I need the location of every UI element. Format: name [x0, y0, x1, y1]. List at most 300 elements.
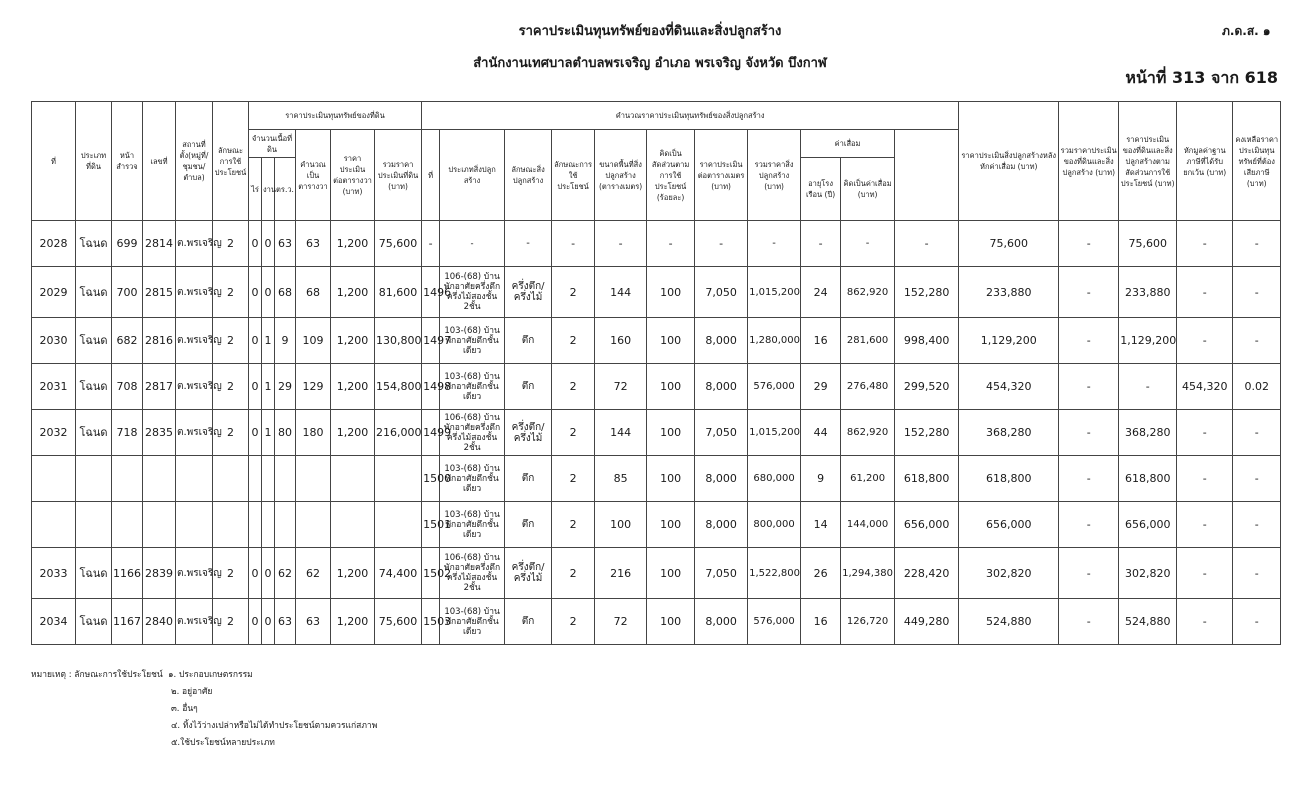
- table-cell: 109: [296, 318, 331, 364]
- table-cell: -: [1177, 456, 1233, 502]
- table-cell: 2: [552, 267, 595, 318]
- table-cell: 216,000: [375, 410, 422, 456]
- table-cell: ตึก: [505, 599, 552, 645]
- table-cell: 0: [262, 267, 275, 318]
- table-cell: 68: [275, 267, 296, 318]
- table-cell: -: [1059, 364, 1119, 410]
- table-cell: 228,420: [895, 548, 959, 599]
- table-cell: 0: [249, 410, 262, 456]
- table-cell: 8,000: [695, 364, 748, 410]
- table-cell: 106-(68) บ้านพักอาศัยครึ่งตึกครึ่งไม้สองชั้น 2ชั้น: [440, 267, 505, 318]
- table-cell: [275, 502, 296, 548]
- table-cell: 2815: [143, 267, 176, 318]
- table-cell: 2033: [32, 548, 76, 599]
- table-cell: -: [1177, 548, 1233, 599]
- table-cell: [76, 456, 112, 502]
- table-cell: 454,320: [1177, 364, 1233, 410]
- table-cell: 152,280: [895, 410, 959, 456]
- table-cell: 524,880: [1119, 599, 1177, 645]
- table-cell: 14: [801, 502, 841, 548]
- table-cell: ต.พรเจริญ: [176, 318, 213, 364]
- table-cell: ครึ่งตึก/ครึ่งไม้: [505, 410, 552, 456]
- col-land-value: รวมราคาประเมินที่ดิน (บาท): [375, 130, 422, 221]
- col-exempt: หักมูลค่าฐานภาษีที่ได้รับยกเว้น (บาท): [1177, 102, 1233, 221]
- table-cell: [76, 502, 112, 548]
- table-cell: 75,600: [375, 221, 422, 267]
- table-cell: 9: [801, 456, 841, 502]
- table-cell: 0: [249, 548, 262, 599]
- col-taxable: คงเหลือราคาประเมินทุนทรัพย์ที่ต้องเสียภาษี (บาท): [1233, 102, 1281, 221]
- table-cell: 1,200: [331, 364, 375, 410]
- table-cell: ต.พรเจริญ: [176, 548, 213, 599]
- table-cell: 0: [249, 364, 262, 410]
- table-cell: 656,000: [895, 502, 959, 548]
- table-cell: 7,050: [695, 548, 748, 599]
- table-cell: -: [695, 221, 748, 267]
- table-cell: 75,600: [375, 599, 422, 645]
- table-cell: -: [801, 221, 841, 267]
- table-cell: [32, 502, 76, 548]
- table-cell: [112, 456, 143, 502]
- table-cell: 998,400: [895, 318, 959, 364]
- table-cell: ครึ่งตึก/ครึ่งไม้: [505, 267, 552, 318]
- table-cell: 1,200: [331, 267, 375, 318]
- table-cell: -: [1059, 318, 1119, 364]
- table-cell: [331, 502, 375, 548]
- table-cell: -: [1059, 548, 1119, 599]
- table-cell: 72: [595, 364, 647, 410]
- note-item: ๑. ประกอบเกษตรกรรม: [168, 670, 253, 680]
- table-cell: 1501: [422, 502, 440, 548]
- table-cell: 7,050: [695, 410, 748, 456]
- table-cell: ต.พรเจริญ: [176, 410, 213, 456]
- table-cell: 100: [647, 456, 695, 502]
- table-cell: 233,880: [1119, 267, 1177, 318]
- table-cell: 368,280: [1119, 410, 1177, 456]
- col-b-value: รวมราคาสิ่งปลูกสร้าง (บาท): [748, 130, 801, 221]
- table-cell: โฉนด: [76, 599, 112, 645]
- table-cell: [262, 502, 275, 548]
- table-cell: 100: [647, 318, 695, 364]
- col-group-depreciation: ค่าเสื่อม: [801, 130, 895, 158]
- table-cell: 281,600: [841, 318, 895, 364]
- table-cell: 618,800: [959, 456, 1059, 502]
- table-cell: 576,000: [748, 599, 801, 645]
- table-cell: -: [1059, 410, 1119, 456]
- table-cell: 0: [249, 267, 262, 318]
- table-cell: 100: [647, 548, 695, 599]
- assessment-table: [31, 101, 1281, 645]
- table-cell: 180: [296, 410, 331, 456]
- table-cell: 2: [213, 410, 249, 456]
- table-row: [32, 599, 1281, 645]
- table-cell: 1: [262, 318, 275, 364]
- table-cell: 63: [296, 221, 331, 267]
- col-b-pct: คิดเป็นสัดส่วนตามการใช้ประโยชน์ (ร้อยละ): [647, 130, 695, 221]
- table-cell: 682: [112, 318, 143, 364]
- table-cell: 1166: [112, 548, 143, 599]
- table-cell: 1,280,000: [748, 318, 801, 364]
- table-cell: -: [1177, 599, 1233, 645]
- table-cell: 2: [552, 502, 595, 548]
- table-cell: 103-(68) บ้านพักอาศัยตึกชั้นเดียว: [440, 364, 505, 410]
- table-cell: 2817: [143, 364, 176, 410]
- col-dep-age: อายุโรงเรือน (ปี): [801, 158, 841, 221]
- table-cell: [112, 502, 143, 548]
- table-cell: 862,920: [841, 267, 895, 318]
- table-cell: โฉนด: [76, 410, 112, 456]
- table-cell: 1,129,200: [1119, 318, 1177, 364]
- table-cell: 62: [275, 548, 296, 599]
- table-cell: -: [1059, 599, 1119, 645]
- table-cell: -: [1177, 502, 1233, 548]
- table-row: [32, 221, 1281, 267]
- table-cell: -: [1233, 221, 1281, 267]
- table-cell: 80: [275, 410, 296, 456]
- table-cell: โฉนด: [76, 364, 112, 410]
- col-b-price-sqm: ราคาประเมินต่อตารางเมตร (บาท): [695, 130, 748, 221]
- table-cell: 126,720: [841, 599, 895, 645]
- table-cell: 100: [647, 410, 695, 456]
- table-cell: 576,000: [748, 364, 801, 410]
- col-land-type: ประเภทที่ดิน: [76, 102, 112, 221]
- table-cell: -: [1059, 456, 1119, 502]
- table-cell: 800,000: [748, 502, 801, 548]
- col-usage: ลักษณะการใช้ประโยชน์: [213, 102, 249, 221]
- table-cell: 100: [647, 599, 695, 645]
- col-b-net: ราคาประเมินสิ่งปลูกสร้างหลังหักค่าเสื่อม (บาท): [959, 102, 1059, 221]
- table-cell: 0: [249, 599, 262, 645]
- table-cell: 299,520: [895, 364, 959, 410]
- table-cell: 656,000: [959, 502, 1059, 548]
- table-cell: [249, 502, 262, 548]
- table-cell: [213, 502, 249, 548]
- table-cell: [176, 456, 213, 502]
- col-survey-page: หน้าสำรวจ: [112, 102, 143, 221]
- table-cell: 2814: [143, 221, 176, 267]
- col-price-per-sqw: ราคาประเมินต่อตารางวา (บาท): [331, 130, 375, 221]
- col-ngan: งาน: [262, 158, 275, 221]
- table-cell: 454,320: [959, 364, 1059, 410]
- table-cell: 699: [112, 221, 143, 267]
- table-cell: -: [1177, 267, 1233, 318]
- table-cell: ตึก: [505, 318, 552, 364]
- table-cell: 0.02: [1233, 364, 1281, 410]
- table-cell: 24: [801, 267, 841, 318]
- table-cell: 103-(68) บ้านพักอาศัยตึกชั้นเดียว: [440, 502, 505, 548]
- table-cell: 2034: [32, 599, 76, 645]
- table-cell: -: [1177, 221, 1233, 267]
- table-cell: ครึ่งตึก/ครึ่งไม้: [505, 548, 552, 599]
- col-total: รวมราคาประเมินของที่ดินและสิ่งปลูกสร้าง (บาท): [1059, 102, 1119, 221]
- table-cell: 7,050: [695, 267, 748, 318]
- notes-label: หมายเหตุ : ลักษณะการใช้ประโยชน์: [31, 670, 163, 680]
- table-cell: 2: [552, 364, 595, 410]
- table-cell: 144: [595, 410, 647, 456]
- table-cell: 1502: [422, 548, 440, 599]
- table-cell: 152,280: [895, 267, 959, 318]
- table-cell: 154,800: [375, 364, 422, 410]
- table-cell: -: [595, 221, 647, 267]
- table-cell: 74,400: [375, 548, 422, 599]
- table-cell: 144: [595, 267, 647, 318]
- col-location: สถานที่ตั้ง(หมู่ที่/ชุมชน/ตำบล): [176, 102, 213, 221]
- table-cell: 1503: [422, 599, 440, 645]
- table-cell: 100: [595, 502, 647, 548]
- table-cell: 103-(68) บ้านพักอาศัยตึกชั้นเดียว: [440, 599, 505, 645]
- table-cell: 1497: [422, 318, 440, 364]
- page-subtitle: สำนักงานเทศบาลตำบลพรเจริญ อำเภอ พรเจริญ จังหวัด บึงกาฬ: [473, 56, 827, 71]
- table-cell: 680,000: [748, 456, 801, 502]
- table-cell: 700: [112, 267, 143, 318]
- table-cell: 1498: [422, 364, 440, 410]
- col-b-no: ที่: [422, 130, 440, 221]
- table-cell: 8,000: [695, 318, 748, 364]
- table-cell: 160: [595, 318, 647, 364]
- col-doc-no: เลขที่: [143, 102, 176, 221]
- table-cell: 0: [249, 221, 262, 267]
- table-cell: [176, 502, 213, 548]
- table-cell: -: [841, 221, 895, 267]
- table-cell: 75,600: [959, 221, 1059, 267]
- table-cell: [213, 456, 249, 502]
- table-cell: 1,294,380: [841, 548, 895, 599]
- table-cell: ตึก: [505, 502, 552, 548]
- table-cell: 16: [801, 318, 841, 364]
- table-cell: 103-(68) บ้านพักอาศัยตึกชั้นเดียว: [440, 456, 505, 502]
- col-group-land: ราคาประเมินทุนทรัพย์ของที่ดิน: [249, 102, 422, 130]
- table-cell: 61,200: [841, 456, 895, 502]
- table-cell: 2032: [32, 410, 76, 456]
- table-cell: 103-(68) บ้านพักอาศัยตึกชั้นเดียว: [440, 318, 505, 364]
- note-item: ๕.ใช้ประโยชน์หลายประเภท: [171, 738, 275, 748]
- table-cell: 0: [262, 599, 275, 645]
- table-cell: 0: [262, 548, 275, 599]
- table-cell: 29: [801, 364, 841, 410]
- table-cell: -: [1233, 599, 1281, 645]
- table-cell: [275, 456, 296, 502]
- table-cell: โฉนด: [76, 221, 112, 267]
- table-cell: [331, 456, 375, 502]
- col-dep-value: คิดเป็นค่าเสื่อม (บาท): [841, 158, 895, 221]
- table-cell: -: [440, 221, 505, 267]
- table-cell: 1499: [422, 410, 440, 456]
- table-row: [32, 410, 1281, 456]
- table-cell: 63: [275, 599, 296, 645]
- table-cell: -: [1059, 221, 1119, 267]
- table-cell: 1,015,200: [748, 267, 801, 318]
- table-cell: 2816: [143, 318, 176, 364]
- col-no: ที่: [32, 102, 76, 221]
- table-cell: 29: [275, 364, 296, 410]
- table-cell: ตึก: [505, 364, 552, 410]
- table-cell: 2: [213, 548, 249, 599]
- table-row: [32, 318, 1281, 364]
- table-cell: 2028: [32, 221, 76, 267]
- table-cell: -: [1119, 364, 1177, 410]
- table-cell: 1: [262, 364, 275, 410]
- table-cell: 1,200: [331, 599, 375, 645]
- table-cell: 106-(68) บ้านพักอาศัยครึ่งตึกครึ่งไม้สองชั้น 2ชั้น: [440, 410, 505, 456]
- table-cell: 524,880: [959, 599, 1059, 645]
- table-cell: 302,820: [959, 548, 1059, 599]
- table-cell: 81,600: [375, 267, 422, 318]
- table-cell: 216: [595, 548, 647, 599]
- table-cell: -: [1233, 502, 1281, 548]
- table-cell: 2031: [32, 364, 76, 410]
- form-code: ภ.ด.ส. ๑: [1222, 24, 1271, 38]
- table-cell: 1,200: [331, 221, 375, 267]
- table-cell: 1167: [112, 599, 143, 645]
- table-cell: 2: [552, 318, 595, 364]
- table-cell: -: [1059, 267, 1119, 318]
- table-cell: 44: [801, 410, 841, 456]
- col-portion: ราคาประเมินของที่ดินและสิ่งปลูกสร้างตามสัดส่วนการใช้ประโยชน์ (บาท): [1119, 102, 1177, 221]
- table-cell: 1: [262, 410, 275, 456]
- table-cell: 449,280: [895, 599, 959, 645]
- table-cell: -: [1233, 267, 1281, 318]
- page-title: ราคาประเมินทุนทรัพย์ของที่ดินและสิ่งปลูกสร้าง: [518, 24, 782, 39]
- col-rai: ไร่: [249, 158, 262, 221]
- table-cell: 1,522,800: [748, 548, 801, 599]
- table-cell: 1,015,200: [748, 410, 801, 456]
- table-cell: 2: [213, 221, 249, 267]
- table-cell: 1,200: [331, 548, 375, 599]
- table-cell: [296, 456, 331, 502]
- table-cell: 2030: [32, 318, 76, 364]
- table-cell: 8,000: [695, 502, 748, 548]
- table-cell: 75,600: [1119, 221, 1177, 267]
- table-cell: 618,800: [895, 456, 959, 502]
- table-cell: ตึก: [505, 456, 552, 502]
- table-row: [32, 456, 1281, 502]
- table-cell: 100: [647, 502, 695, 548]
- table-cell: 2: [552, 456, 595, 502]
- table-cell: 2029: [32, 267, 76, 318]
- table-cell: 2840: [143, 599, 176, 645]
- table-cell: 1,129,200: [959, 318, 1059, 364]
- table-cell: 129: [296, 364, 331, 410]
- table-cell: 656,000: [1119, 502, 1177, 548]
- table-cell: 1,200: [331, 318, 375, 364]
- table-cell: ต.พรเจริญ: [176, 364, 213, 410]
- table-cell: 8,000: [695, 456, 748, 502]
- table-cell: 0: [262, 221, 275, 267]
- table-cell: [375, 456, 422, 502]
- table-cell: 0: [249, 318, 262, 364]
- table-cell: 1500: [422, 456, 440, 502]
- table-cell: 62: [296, 548, 331, 599]
- note-item: ๒. อยู่อาศัย: [171, 687, 213, 697]
- table-cell: 233,880: [959, 267, 1059, 318]
- table-cell: โฉนด: [76, 318, 112, 364]
- table-cell: -: [1233, 456, 1281, 502]
- table-cell: -: [552, 221, 595, 267]
- table-row: [32, 364, 1281, 410]
- table-cell: 63: [296, 599, 331, 645]
- table-cell: 1,200: [331, 410, 375, 456]
- table-cell: โฉนด: [76, 267, 112, 318]
- table-cell: 1496: [422, 267, 440, 318]
- table-row: [32, 502, 1281, 548]
- table-cell: 85: [595, 456, 647, 502]
- table-cell: 63: [275, 221, 296, 267]
- table-cell: 2839: [143, 548, 176, 599]
- table-cell: [375, 502, 422, 548]
- table-cell: [32, 456, 76, 502]
- table-cell: -: [1233, 318, 1281, 364]
- table-row: [32, 548, 1281, 599]
- table-cell: 100: [647, 267, 695, 318]
- col-b-kind: ลักษณะสิ่งปลูกสร้าง: [505, 130, 552, 221]
- table-cell: 72: [595, 599, 647, 645]
- note-item: ๔. ทิ้งไว้ว่างเปล่าหรือไม่ได้ทำประโยชน์ตามควรแก่สภาพ: [171, 721, 378, 731]
- table-cell: [262, 456, 275, 502]
- table-cell: 8,000: [695, 599, 748, 645]
- table-cell: -: [748, 221, 801, 267]
- col-sqw-total: คำนวณเป็นตารางวา: [296, 130, 331, 221]
- col-b-type: ประเภทสิ่งปลูกสร้าง: [440, 130, 505, 221]
- table-cell: -: [895, 221, 959, 267]
- table-cell: 2: [213, 364, 249, 410]
- table-cell: ต.พรเจริญ: [176, 599, 213, 645]
- table-cell: 862,920: [841, 410, 895, 456]
- table-cell: 2: [213, 267, 249, 318]
- table-row: [32, 267, 1281, 318]
- col-b-area: ขนาดพื้นที่สิ่งปลูกสร้าง (ตารางเมตร): [595, 130, 647, 221]
- table-cell: ต.พรเจริญ: [176, 221, 213, 267]
- table-cell: 130,800: [375, 318, 422, 364]
- table-cell: [249, 456, 262, 502]
- table-cell: 2: [213, 318, 249, 364]
- table-cell: -: [1059, 502, 1119, 548]
- table-cell: ต.พรเจริญ: [176, 267, 213, 318]
- table-cell: -: [1177, 318, 1233, 364]
- table-cell: 368,280: [959, 410, 1059, 456]
- table-cell: -: [1177, 410, 1233, 456]
- table-cell: [296, 502, 331, 548]
- table-cell: [143, 456, 176, 502]
- table-cell: 26: [801, 548, 841, 599]
- table-cell: 68: [296, 267, 331, 318]
- notes: [31, 667, 377, 752]
- table-cell: -: [1233, 548, 1281, 599]
- table-cell: 302,820: [1119, 548, 1177, 599]
- table-cell: 144,000: [841, 502, 895, 548]
- table-cell: 100: [647, 364, 695, 410]
- table-cell: 2835: [143, 410, 176, 456]
- table-cell: 276,480: [841, 364, 895, 410]
- table-cell: 106-(68) บ้านพักอาศัยครึ่งตึกครึ่งไม้สองชั้น 2ชั้น: [440, 548, 505, 599]
- table-cell: 618,800: [1119, 456, 1177, 502]
- col-group-building: คำนวณราคาประเมินทุนทรัพย์ของสิ่งปลูกสร้าง: [422, 102, 959, 130]
- table-cell: 16: [801, 599, 841, 645]
- table-cell: 9: [275, 318, 296, 364]
- table-cell: 2: [552, 599, 595, 645]
- table-cell: 708: [112, 364, 143, 410]
- table-cell: 718: [112, 410, 143, 456]
- table-cell: 2: [552, 548, 595, 599]
- col-group-area: จำนวนเนื้อที่ดิน: [249, 130, 296, 158]
- table-cell: -: [422, 221, 440, 267]
- note-item: ๓. อื่นๆ: [171, 704, 198, 714]
- col-sqw: ตร.ว.: [275, 158, 296, 221]
- table-cell: -: [647, 221, 695, 267]
- table-cell: -: [505, 221, 552, 267]
- table-cell: 2: [213, 599, 249, 645]
- table-cell: โฉนด: [76, 548, 112, 599]
- table-cell: 2: [552, 410, 595, 456]
